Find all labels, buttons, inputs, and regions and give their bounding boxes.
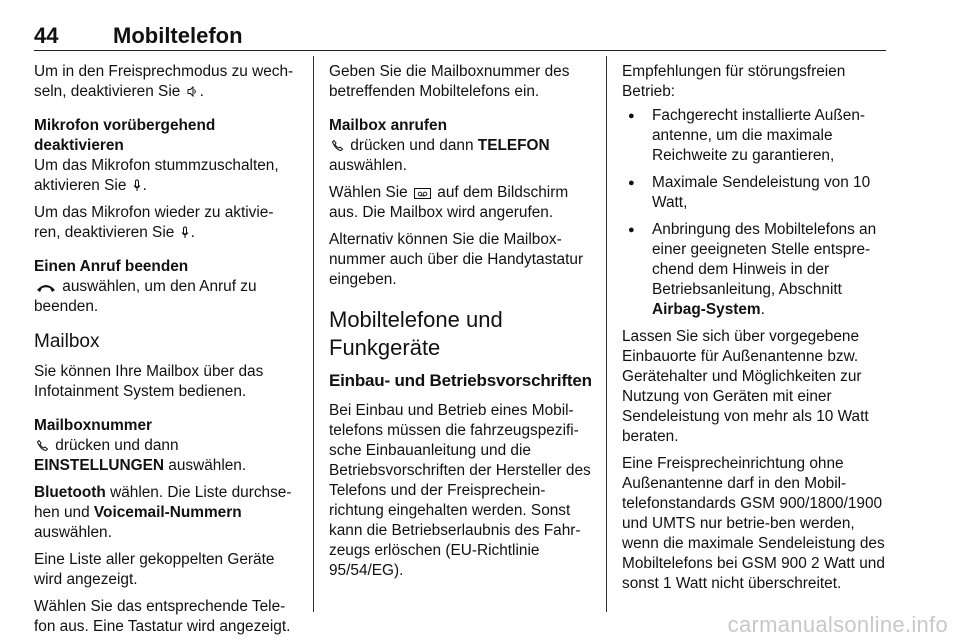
speaker-icon	[187, 85, 198, 98]
recommendation-list	[622, 106, 888, 320]
column-1	[34, 62, 304, 644]
column-3	[622, 62, 888, 601]
paragraph-call-mailbox: drücken und dann TELEFON auswählen.	[329, 137, 550, 174]
paragraph-installation-locations: Lassen Sie sich über vorgegebene Einbauorte für Außenantenne bzw. Gerätehalter und Möglichkeiten zur Nutzung von Geräten mit einer Sendeleistung von mehr als 10 Watt beraten.	[622, 328, 869, 445]
page-title: Mobiltelefon	[113, 23, 243, 48]
microphone-icon	[133, 179, 141, 192]
heading-mailbox: Mailbox	[34, 331, 100, 352]
page-number: 44	[34, 23, 59, 48]
microphone-icon	[181, 226, 189, 239]
list-item: ● Anbringung des Mobiltelefons an einer geeigneten Stelle entspre-chend dem Hinweis in der Betriebsanleitung, Abschnitt Airbag-System.	[622, 220, 888, 320]
paragraph-end-call: auswählen, um den Anruf zu beenden.	[34, 278, 257, 315]
paragraph-enter-number: Geben Sie die Mailboxnummer des betreffenden Mobiltelefons ein.	[329, 63, 570, 100]
heading-mute-microphone: Mikrofon vorübergehend deaktivieren	[34, 117, 216, 154]
heading-end-call: Einen Anruf beenden	[34, 258, 189, 275]
paragraph-unmute: Um das Mikrofon wieder zu aktivie- ren, deaktivieren Sie .	[34, 204, 274, 241]
watermark: carmanualsonline.info	[727, 612, 948, 637]
paragraph-alternative: Alternativ können Sie die Mailbox-nummer auch über die Handytastatur eingeben.	[329, 231, 584, 288]
heading-mailbox-number: Mailboxnummer	[34, 417, 153, 434]
phone-icon	[36, 439, 49, 452]
phone-icon	[331, 139, 344, 152]
list-item: ● Fachgerecht installierte Außen-antenne, um die maximale Reichweite zu garantieren,	[622, 106, 888, 166]
paragraph-select-phone: Wählen Sie das entsprechende Tele-fon aus. Eine Tastatur wird angezeigt.	[34, 598, 291, 635]
heading-mobile-phones-radios: Mobiltelefone und Funkgeräte	[329, 307, 503, 360]
page-header	[34, 24, 886, 48]
list-item: ● Maximale Sendeleistung von 10 Watt,	[622, 173, 888, 213]
paragraph-mute: Um das Mikrofon stummzuschalten, aktivieren Sie .	[34, 157, 279, 194]
paragraph-mailbox: Sie können Ihre Mailbox über das Infotainment System bedienen.	[34, 363, 264, 400]
paragraph-settings: drücken und dann EINSTELLUNGEN auswählen.	[34, 437, 247, 474]
paragraph-select-voicemail: Wählen Sie auf dem Bildschirm aus. Die Mailbox wird angerufen.	[329, 184, 569, 221]
paragraph-handsfree-antenna: Eine Freisprecheinrichtung ohne Außenantenne darf in den Mobil-telefonstandards GSM 900/1800/1900 und UMTS nur betrie-ben werden, wenn die maximale Sendeleistung des Mobiltelefons bei GSM 900 2 Watt und sonst 1 Watt nicht überschreitet.	[622, 455, 885, 592]
column-2	[329, 62, 593, 588]
paragraph-bluetooth: Bluetooth wählen. Die Liste durchse- hen und Voicemail-Nummern auswählen.	[34, 484, 292, 541]
heading-installation-rules: Einbau- und Betriebsvorschriften	[329, 371, 592, 390]
column-divider-1	[313, 56, 314, 612]
header-rule	[34, 50, 886, 51]
paragraph-recommendations: Empfehlungen für störungsfreien Betrieb:	[622, 63, 846, 100]
paragraph-handsfree: Um in den Freisprechmodus zu wech- seln, deaktivieren Sie .	[34, 63, 294, 100]
paragraph-installation: Bei Einbau und Betrieb eines Mobil-telefons müssen die fahrzeugspezifi-sche Einbauanleitung und die Betriebsvorschriften der Hersteller des Telefons und der Freisprechein-richtung eingehalten werden. Sonst kann die Betriebserlaubnis des Fahr-zeugs erlöschen (EU-Richtlinie 95/54/EG).	[329, 402, 591, 579]
heading-call-mailbox: Mailbox anrufen	[329, 117, 448, 134]
column-divider-2	[606, 56, 607, 612]
voicemail-icon	[414, 188, 431, 199]
hang-up-icon	[36, 282, 56, 293]
paragraph-paired-devices: Eine Liste aller gekoppelten Geräte wird angezeigt.	[34, 551, 275, 588]
